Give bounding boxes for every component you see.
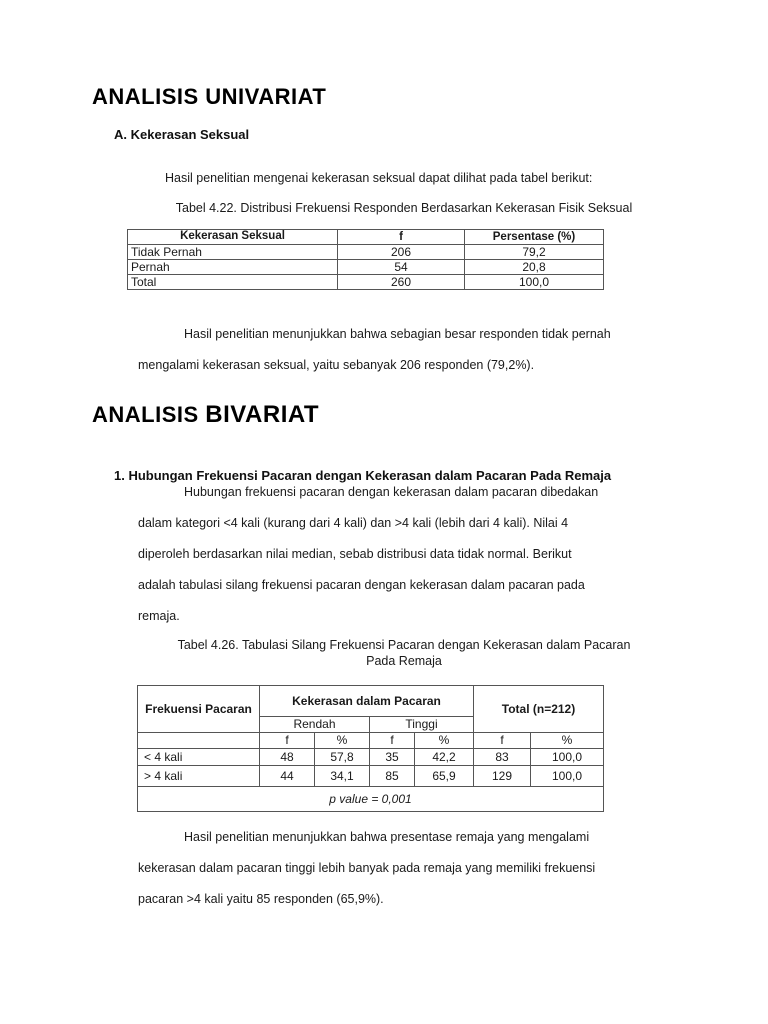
row-tinggi-pct: 42,2 bbox=[415, 749, 474, 766]
header-pct: % bbox=[315, 733, 370, 749]
row-rendah-f: 44 bbox=[260, 766, 315, 787]
table-row bbox=[128, 260, 604, 275]
header-f: f bbox=[370, 733, 415, 749]
bivariat-heading bbox=[92, 401, 319, 429]
header-pct: % bbox=[531, 733, 604, 749]
row-label: > 4 kali bbox=[138, 766, 260, 787]
header-total: Total (n=212) bbox=[474, 686, 604, 733]
row-label: Tidak Pernah bbox=[128, 245, 338, 260]
bivariat-heading-part-b: BIVARIAT bbox=[205, 401, 320, 428]
row-rendah-pct: 57,8 bbox=[315, 749, 370, 766]
row-f: 260 bbox=[338, 275, 465, 290]
bivariat-para-line: remaja. bbox=[138, 609, 180, 623]
row-f: 206 bbox=[338, 245, 465, 260]
table-header-row bbox=[128, 230, 604, 245]
table-row bbox=[128, 275, 604, 290]
frequency-table bbox=[127, 229, 604, 290]
bivariat-para-line: dalam kategori <4 kali (kurang dari 4 kali) dan >4 kali (lebih dari 4 kali). Nilai 4 bbox=[138, 516, 569, 530]
crosstab-header-row-3 bbox=[138, 733, 604, 749]
p-value: p value = 0,001 bbox=[138, 787, 604, 812]
bivariat-result-line: pacaran >4 kali yaitu 85 responden (65,9%). bbox=[138, 892, 384, 906]
univariat-result-line-2: mengalami kekerasan seksual, yaitu sebanyak 206 responden (79,2%). bbox=[138, 358, 535, 372]
bivariat-para-line: adalah tabulasi silang frekuensi pacaran dengan kekerasan dalam pacaran pada bbox=[138, 578, 585, 592]
row-total-f: 129 bbox=[474, 766, 531, 787]
row-f: 54 bbox=[338, 260, 465, 275]
row-pct: 100,0 bbox=[465, 275, 604, 290]
row-label: Total bbox=[128, 275, 338, 290]
p-value-row bbox=[138, 787, 604, 812]
univariat-heading: ANALISIS UNIVARIAT bbox=[92, 84, 327, 109]
row-rendah-f: 48 bbox=[260, 749, 315, 766]
header-tinggi: Tinggi bbox=[370, 717, 474, 733]
header-pct: % bbox=[415, 733, 474, 749]
row-total-pct: 100,0 bbox=[531, 766, 604, 787]
header-frekuensi-pacaran: Frekuensi Pacaran bbox=[138, 686, 260, 733]
header-persentase: Persentase (%) bbox=[465, 230, 604, 245]
bivariat-para-line: Hubungan frekuensi pacaran dengan kekerasan dalam pacaran dibedakan bbox=[184, 485, 599, 499]
row-tinggi-f: 35 bbox=[370, 749, 415, 766]
header-rendah: Rendah bbox=[260, 717, 370, 733]
table-caption-4-22: Tabel 4.22. Distribusi Frekuensi Responden Berdasarkan Kekerasan Fisik Seksual bbox=[175, 201, 633, 215]
row-pct: 79,2 bbox=[465, 245, 604, 260]
bivariat-result-line: kekerasan dalam pacaran tinggi lebih banyak pada remaja yang memiliki frekuensi bbox=[138, 861, 596, 875]
item-heading: 1. Hubungan Frekuensi Pacaran dengan Kekerasan dalam Pacaran Pada Remaja bbox=[114, 468, 612, 483]
header-kekerasan: Kekerasan Seksual bbox=[128, 230, 338, 245]
section-label: A. Kekerasan Seksual bbox=[114, 127, 250, 142]
bivariat-heading-part-a: ANALISIS bbox=[92, 402, 206, 427]
table-row bbox=[128, 245, 604, 260]
table-caption-4-26-line-2: Pada Remaja bbox=[366, 654, 442, 668]
row-rendah-pct: 34,1 bbox=[315, 766, 370, 787]
header-f: f bbox=[260, 733, 315, 749]
bivariat-result-line: Hasil penelitian menunjukkan bahwa presentase remaja yang mengalami bbox=[184, 830, 590, 844]
univariat-result-line-1: Hasil penelitian menunjukkan bahwa sebagian besar responden tidak pernah bbox=[184, 327, 611, 341]
header-kekerasan-dalam-pacaran: Kekerasan dalam Pacaran bbox=[260, 686, 474, 717]
row-pct: 20,8 bbox=[465, 260, 604, 275]
table-row bbox=[138, 749, 604, 766]
row-label: < 4 kali bbox=[138, 749, 260, 766]
row-total-f: 83 bbox=[474, 749, 531, 766]
row-label: Pernah bbox=[128, 260, 338, 275]
row-tinggi-f: 85 bbox=[370, 766, 415, 787]
row-total-pct: 100,0 bbox=[531, 749, 604, 766]
crosstab-header-row-1 bbox=[138, 686, 604, 717]
bivariat-para-line: diperoleh berdasarkan nilai median, sebab distribusi data tidak normal. Berikut bbox=[138, 547, 572, 561]
crosstab-table bbox=[137, 685, 604, 812]
table-caption-4-26-line-1: Tabel 4.26. Tabulasi Silang Frekuensi Pacaran dengan Kekerasan dalam Pacaran bbox=[177, 638, 631, 652]
header-blank bbox=[138, 733, 260, 749]
univariat-intro: Hasil penelitian mengenai kekerasan seksual dapat dilihat pada tabel berikut: bbox=[165, 171, 593, 185]
header-f: f bbox=[338, 230, 465, 245]
table-row bbox=[138, 766, 604, 787]
header-f: f bbox=[474, 733, 531, 749]
row-tinggi-pct: 65,9 bbox=[415, 766, 474, 787]
